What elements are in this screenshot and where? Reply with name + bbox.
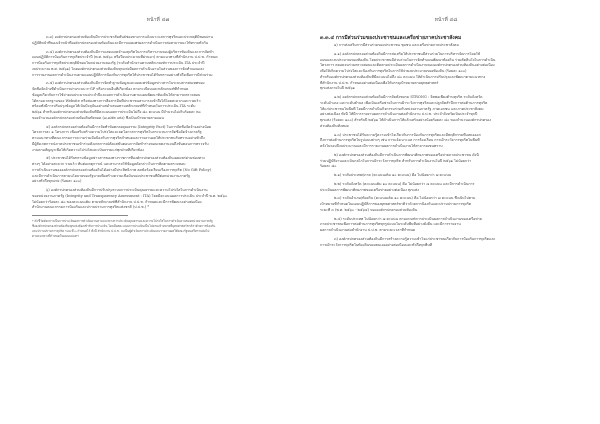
text-line: ประเมินผลการพัฒนาศักยภาพของเครือข่ายอย่างต่อเนื่อง ทุกแห่ง (320, 187, 419, 192)
text-line: อย่างทั่วถึงทุกแห่ง (ร้อยละ ๑๐๐) (32, 179, 82, 184)
paragraph (320, 237, 572, 249)
text-line: ได้ตามมาตรฐานของ Website หรือช่องทางการสื่อสารอื่นที่ประชาชนสามารถเข้าถึงได้โดยสะดวกและรวดเร็ว (32, 98, 201, 103)
text-line: ๑.๓) ประชาชนได้รับความรู้ความเข้าใจเกี่ยวกับการป้องกันการทุจริตและมีพฤติกรรมที่แสดงออก (334, 132, 481, 137)
text-line: ๓.๔) องค์กรปกครองส่วนท้องถิ่นมีการแสดงเจตจำนงสุจริตในการบริหารงานของผู้บริหารท้องถิ่นและการจัดทำ (46, 49, 214, 54)
text-line: ๒.๑) ระดับประเทศ/ภาค (คะแนนเต็ม ๑๐ คะแนน) คือ ไม่น้อยกว่า ๗ คะแนน (334, 173, 452, 177)
footnote-line: ซึ่งองค์กรปกครองส่วนท้องถิ่นทุกแห่งต้องเข้ารับการประเมิน โดยมีผลคะแนนการประเมินเป็นไปตามเป้าหมายที่ยุทธศาสตร์ชาติว่าด้วยการป้องกัน (32, 224, 216, 228)
paragraph (320, 182, 572, 194)
paragraph (320, 52, 572, 92)
paragraph (32, 156, 284, 185)
text-line: ๒) องค์กรปกครองส่วนท้องถิ่นมีการดำเนินการพัฒนาศักยภาพของเครือข่ายภาคประชาชน ดังนี้ (334, 152, 479, 157)
text-line: ๕) ประชาชนได้รับทราบข้อมูลข่าวสารของทางราชการที่องค์กรปกครองส่วนท้องถิ่นเผยแพร่ผ่านช่องทาง (46, 156, 205, 161)
text-line: ผลการดำเนินงานต่อสำนักงาน ป.ป.ช. ตามระยะเวลาที่กำหนด (320, 228, 416, 232)
text-line: ของหน่วยงานภาครัฐ (Integrity and Transparency Assessment : ITA) โดยมีคะแนนผลการประเมิน ประจำปี พ.ศ. ๒๕๖๐ (32, 193, 228, 198)
footnote-line: * ตัวชี้วัดดังกล่าวเป็นการประเมินผลการดำเนินงานตามแนวทางการประเมินคุณธรรมและความโปร่งใสในการดำเนินงานของหน่วยงานภาครัฐ (32, 219, 213, 223)
paragraph (32, 35, 284, 47)
text-line: ข้อมูลเกี่ยวกับการใช้จ่ายงบประมาณประจำปีและผลการดำเนินงานตามแผนพัฒนาท้องถิ่นให้สามารถตรวจสอบ (32, 92, 201, 97)
text-line: ๑) การส่งเสริมการมีส่วนร่วมของประชาชน ชุมชน และเครือข่ายภาคประชาสังคม (334, 43, 459, 47)
text-line: อย่างต่อเนื่อง ทั้งนี้ ให้มีการรายงานผลการดำเนินงานต่อสำนักงาน ป.ป.ช. ประจำจังหวัดเป็นประจำทุกปี (320, 112, 478, 117)
text-line: ที่สำนักงาน ป.ป.ช. กำหนดอย่างต่อเนื่องเพื่อให้บรรลุเป้าหมายตามยุทธศาสตร์ (320, 80, 439, 85)
text-line: โครงการละ ๑ โครงการ เพื่อเสริมสร้างความโปร่งใสและลดโอกาสการทุจริตในกระบวนการจัดซื้อจัดจ้างภาครัฐ (32, 130, 202, 135)
text-line: ครั้งในรอบปีงบประมาณและมีการรายงานผลการดำเนินงานให้สาธารณชนทราบ (320, 144, 443, 148)
right-page-body (320, 43, 572, 248)
text-line: ร่วมปฏิบัติงานและเป็นกลไกในการเฝ้าระวังการทุจริต สำหรับการดำเนินงานในปี ๒๕๖๑ ไม่น้อยกว่า (320, 158, 472, 163)
section-heading: ๓.๓.๔ การมีส่วนร่วมของประชาชนและเครือข่ายภาคประชาสังคม (320, 35, 462, 41)
text-line: ตามแนวทางที่คณะกรรมการความร่วมมือป้องกันการทุจริตกำหนดและรายงานผลให้ประชาชนรับทราบอย่างทั่วถึง (32, 136, 205, 140)
text-line: เพื่อให้เกิดความโปร่งใสและป้องกันการทุจริตในการใช้จ่ายงบประมาณของท้องถิ่น (ร้อยละ ๑๐๐) (320, 69, 467, 73)
text-line: ๖) องค์กรปกครองส่วนท้องถิ่นมีการปรับปรุงระบบการประเมินคุณธรรมและความโปร่งใสในการดำเนินงาน (46, 188, 208, 192)
text-line: ระดับอำเภอ และระดับตำบล เพื่อเป็นเครือข่ายในการเฝ้าระวังการทุจริตและปลูกจิตสำนึกการต่อต้านการทุจริต (320, 100, 488, 105)
text-line: โครงการ ตลอดจนร่วมตรวจสอบและติดตามประเมินผลการดำเนินงานขององค์กรปกครองส่วนท้องถิ่นอย่างต่อเนื่อง (320, 63, 495, 68)
text-line: ทุกแห่ง (ร้อยละ ๑๐๐) สำหรับปี ๒๕๖๑ ให้ดำเนินการให้แล้วเสร็จอย่างน้อยร้อยละ ๘๐ ของจำนวนองค์กรปกครอง (320, 118, 491, 122)
page-number: หน้าที่ ๔๘ (434, 17, 458, 23)
text-line: ๓.๕) องค์กรปกครองส่วนท้องถิ่นมีการจัดทำฐานข้อมูลและเผยแพร่ข้อมูลข่าวสารในระบบสารสนเทศของ (46, 81, 205, 86)
text-line: สำนักงานคณะกรรมการป้องกันและปราบปรามการทุจริตแห่งชาติ (ป.ป.ช.) * (32, 205, 150, 210)
paragraph (320, 153, 572, 170)
footnote (32, 219, 284, 239)
text-line: ถึงการต่อต้านการทุจริตในรูปแบบต่างๆ เช่น การแจ้งเบาะแส การร้องเรียน การเฝ้าระวังการทุจริตในพื้นที่ (320, 138, 480, 143)
text-line: ส่วนท้องถิ่นทั้งหมด (320, 123, 349, 128)
text-line: ทุกแห่งภายในปี ๒๕๖๑ (320, 86, 355, 91)
text-line: ๒.๔) ระดับประเทศ ไม่น้อยกว่า ๗ คะแนน ตามเกณฑ์การประเมินผลการดำเนินงานของเครือข่าย (334, 216, 482, 221)
paragraph (320, 196, 572, 213)
text-line: จัดซื้อจัดจ้างที่ดำเนินการผ่านระบบ e-GP หรือระบบอื่นที่เกี่ยวข้อง ตามระเบียบและหลักเกณฑ์ที่กำหนด (32, 87, 189, 91)
text-line: ๓) องค์กรปกครองส่วนท้องถิ่นมีการสร้างความรู้ความเข้าใจแก่ประชาชนเกี่ยวกับการป้องกันการทุจริตและ (334, 236, 496, 241)
text-line: สำหรับองค์กรปกครองส่วนท้องถิ่นที่มีคะแนนไม่ถึง ๘๐ คะแนน ให้ดำเนินการปรับปรุงและพัฒนาตามแนวทาง (320, 74, 486, 79)
paragraph (32, 81, 284, 121)
paragraph (32, 50, 284, 79)
text-line: ระยะที่ ๓ (พ.ศ. ๒๕๖๐ - ๒๕๖๔) ขององค์กรปกครองส่วนท้องถิ่น (320, 207, 418, 212)
footnote-line: ตามแนวทางที่กำหนดในแผนแม่บทฯ (32, 234, 79, 238)
text-line: การรายงานผลการดำเนินงานตามแผนปฏิบัติการป้องกันการทุจริตให้ประชาชนได้รับทราบอย่างทั่วถึงเพื่อการมีส่วนร่วม (32, 72, 213, 77)
text-line: งบประมาณ พ.ศ. ๒๕๖๑) โดยองค์กรปกครองส่วนท้องถิ่นทุกแห่งมีผลการดำเนินงานในส่วนของการจัดทำแผนและ (32, 66, 205, 71)
paragraph (320, 173, 572, 179)
text-line: การเฝ้าระวังการทุจริตในท้องถิ่นของตนเองอย่างต่อเนื่องและทั่วถึงทุกพื้นที่ (320, 242, 433, 247)
text-line: ๒.๓) ระดับอำเภอ/ท้องถิ่น (คะแนนเต็ม ๑๐ คะแนน) คือ ไม่น้อยกว่า ๗ คะแนน ซึ่งเป็นไปตาม (334, 196, 476, 201)
text-line: ต่างๆ ได้อย่างสะดวก รวดเร็ว ทันต่อเหตุการณ์ และสามารถใช้ข้อมูลดังกล่าวในการติดตามตรวจสอบ (32, 162, 186, 166)
text-line: ร้อยละ ๘๐ (320, 164, 337, 169)
text-line: ให้แก่ประชาชนในพื้นที่ โดยมีการดำเนินกิจกรรมร่วมกับหน่วยงานภาครัฐ ภาคเอกชน และภาคประชาสังคม (320, 106, 484, 111)
footnote-line: และปราบปรามการทุจริต ระยะที่ ๓ กำหนดไว้ ทั้งนี้ สำนักงาน ป.ป.ช. จะเป็นผู้ดำเนินการประเมินและรายงานผลให้คณะรัฐมนตรีทราบต่อไป (32, 229, 210, 233)
text-line: มีผู้สังเกตการณ์ภาคประชาชนเข้าร่วมสังเกตการณ์ตั้งแต่ขั้นตอนการจัดทำร่างขอบเขตงานจนถึงขั้นตอนการตรวจรับ (32, 141, 209, 146)
text-line: ๒๕๖๑ สำหรับองค์กรปกครองส่วนท้องถิ่นที่มีคะแนนผลการประเมินไม่ถึง ๘๐ คะแนน มีจำนวนไม่เกินร้อยละ ๒๐ (32, 110, 201, 114)
footnote-divider (32, 215, 128, 216)
right-page (300, 0, 600, 424)
paragraph (320, 95, 572, 130)
text-line: เป้าหมายที่กำหนดในแผนปฏิบัติการของยุทธศาสตร์ชาติว่าด้วยการป้องกันและปราบปรามการทุจริต (320, 202, 472, 206)
paragraph (32, 125, 284, 154)
text-line: แผนปฏิบัติการป้องกันการทุจริตประจำปี (พ.ศ. ๒๕๖๐ หรือปีงบประมาณที่ผ่านมา) ตามแนวทางที่สำนักงาน ป.ป.ช. กำหนด (32, 55, 218, 60)
text-line: พร้อมทั้งมีการปรับปรุงข้อมูลให้เป็นปัจจุบันอย่างสม่ำเสมอตามหลักเกณฑ์ที่กำหนดในการประเมิน ITA ระดับ (32, 104, 196, 109)
text-line: ๒.๒) ระดับจังหวัด (คะแนนเต็ม ๑๐ คะแนน) คือ ไม่น้อยกว่า ๗ คะแนน และมีการดำเนินการ (334, 181, 475, 186)
text-line: และมีการดำเนินการตามนโยบายของรัฐบาลเพื่อสร้างความเชื่อมั่นของประชาชนที่มีต่อหน่วยงานภาครัฐ (32, 173, 191, 178)
text-line: ๓.๓) องค์กรปกครองส่วนท้องถิ่นมีการประชาสัมพันธ์ช่องทางการแจ้งเบาะแสการทุจริตและประพฤติมิชอบผ่าน (46, 35, 213, 39)
paragraph (320, 133, 572, 150)
text-line: แผนและงบประมาณของท้องถิ่น โดยประชาชนมีส่วนร่วมในการจัดทำแผนพัฒนาท้องถิ่น ร่วมตัดสินใจในการดำเนิน (320, 57, 496, 62)
page-number: หน้าที่ ๔๗ (146, 17, 170, 23)
text-line: ไม่น้อยกว่าร้อยละ ๘๐ ของคะแนนเต็ม ตามหลักเกณฑ์ที่สำนักงาน ป.ป.ช. กำหนดและมีการพัฒนาอย่างต่อเนื่อง (32, 199, 202, 204)
text-line: ของจำนวนองค์กรปกครองส่วนท้องถิ่นทั้งหมด (๗,๘๕๒ แห่ง) ซึ่งเป็นเป้าหมายตามแผน (32, 115, 164, 120)
text-line: ๔) องค์กรปกครองส่วนท้องถิ่นมีการจัดทำข้อตกลงคุณธรรม (Integrity Pact) ในการจัดซื้อจัดจ้างอย่างน้อย (46, 124, 212, 129)
paragraph (320, 217, 572, 234)
text-line: ๑.๒) องค์กรปกครองส่วนท้องถิ่นมีการจัดตั้งชมรม STRONG : จิตพอเพียงต้านทุจริต ระดับจังหวัด (334, 95, 483, 99)
paragraph (32, 188, 284, 211)
text-line: การดำเนินงานขององค์กรปกครองส่วนท้องถิ่นได้อย่างมีประสิทธิภาพ ลดข้อร้องเรียนเรื่องการทุจริต (No Gift Policy) (32, 167, 212, 172)
text-line: การป้องกันการทุจริตประพฤติมิชอบในหน่วยงานของรัฐ (ระดับสำนักงานตามหลักเกณฑ์การประเมิน ITA ประจำปี (32, 61, 205, 65)
text-line: ๑.๑) องค์กรปกครองส่วนท้องถิ่นมีการส่งเสริมให้ประชาชนมีส่วนร่วมในการบริหารจัดการโดยใช้ (334, 51, 481, 56)
text-line: ปฏิบัติหน้าที่ของเจ้าหน้าที่องค์กรปกครองส่วนท้องถิ่นและมีการเผยแพร่ผลการดำเนินการต่อสาธารณะให้ทราบทั่วกัน (32, 40, 209, 45)
paragraph (320, 43, 572, 49)
left-page-body (32, 35, 284, 211)
text-line: งานตามสัญญาเพื่อให้เกิดความโปร่งใสและเป็นธรรมแก่ทุกฝ่ายที่เกี่ยวข้อง (32, 147, 144, 152)
text-line: ภาคประชาชนเพื่อการต่อต้านการทุจริตทุกรูปแบบในระดับพื้นที่อย่างยั่งยืน และมีการรายงาน (320, 222, 461, 227)
